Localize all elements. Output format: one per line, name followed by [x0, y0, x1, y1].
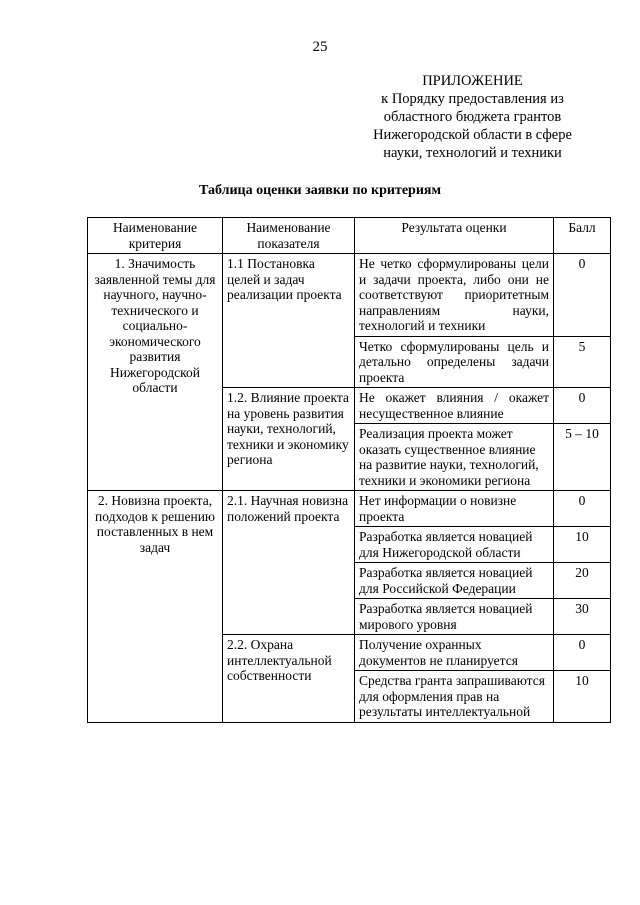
header-score: Балл: [554, 218, 611, 254]
appendix-block: [340, 72, 605, 162]
result-cell: Разработка является новацией мирового уровня: [355, 599, 554, 635]
result-cell: Разработка является новацией для Российской Федерации: [355, 563, 554, 599]
result-cell: Получение охранных документов не планируется: [355, 635, 554, 671]
result-cell: Реализация проекта может оказать существенное влияние на развитие науки, технологий, техники и экономики региона: [355, 424, 554, 491]
score-cell: 30: [554, 599, 611, 635]
appendix-heading: ПРИЛОЖЕНИЕ: [422, 73, 523, 89]
table-row: [88, 254, 611, 337]
indicator-cell: 1.1 Постановка целей и задач реализации проекта: [223, 254, 355, 388]
table-header-row: [88, 218, 611, 254]
header-result: Результата оценки: [355, 218, 554, 254]
page-number: 25: [312, 39, 328, 55]
appendix-line: Нижегородской области в сфере: [373, 127, 572, 143]
criteria-table: [87, 217, 611, 723]
appendix-line: к Порядку предоставления из: [381, 91, 564, 107]
appendix-line: науки, технологий и техники: [383, 145, 562, 161]
result-cell: Не четко сформулированы цели и задачи проекта, либо они не соответствуют приоритетным направлениям науки, технологий и техники: [355, 254, 554, 337]
result-cell: Нет информации о новизне проекта: [355, 491, 554, 527]
table-title: Таблица оценки заявки по критериям: [198, 183, 442, 198]
indicator-cell: 2.2. Охрана интеллектуальной собственности: [223, 635, 355, 723]
header-indicator: Наименование показателя: [223, 218, 355, 254]
indicator-cell: 2.1. Научная новизна положений проекта: [223, 491, 355, 635]
score-cell: 5: [554, 336, 611, 388]
score-cell: 0: [554, 388, 611, 424]
score-cell: 0: [554, 254, 611, 337]
appendix-line: областного бюджета грантов: [383, 109, 562, 125]
result-cell: Четко сформулированы цель и детально определены задачи проекта: [355, 336, 554, 388]
score-cell: 10: [554, 671, 611, 723]
score-cell: 10: [554, 527, 611, 563]
score-cell: 5 – 10: [554, 424, 611, 491]
score-cell: 0: [554, 635, 611, 671]
result-cell: Средства гранта запрашиваются для оформления прав на результаты интеллектуальной: [355, 671, 554, 723]
result-cell: Разработка является новацией для Нижегородской области: [355, 527, 554, 563]
score-cell: 0: [554, 491, 611, 527]
header-criterion: Наименование критерия: [88, 218, 223, 254]
score-cell: 20: [554, 563, 611, 599]
indicator-cell: 1.2. Влияние проекта на уровень развития науки, технологий, техники и экономику региона: [223, 388, 355, 491]
criterion-cell: 1. Значимость заявленной темы для научного, научно-технического и социально-экономического развития Нижегородской области: [88, 254, 223, 491]
criterion-cell: 2. Новизна проекта, подходов к решению поставленных в нем задач: [88, 491, 223, 723]
result-cell: Не окажет влияния / окажет несущественное влияние: [355, 388, 554, 424]
table-row: [88, 491, 611, 527]
